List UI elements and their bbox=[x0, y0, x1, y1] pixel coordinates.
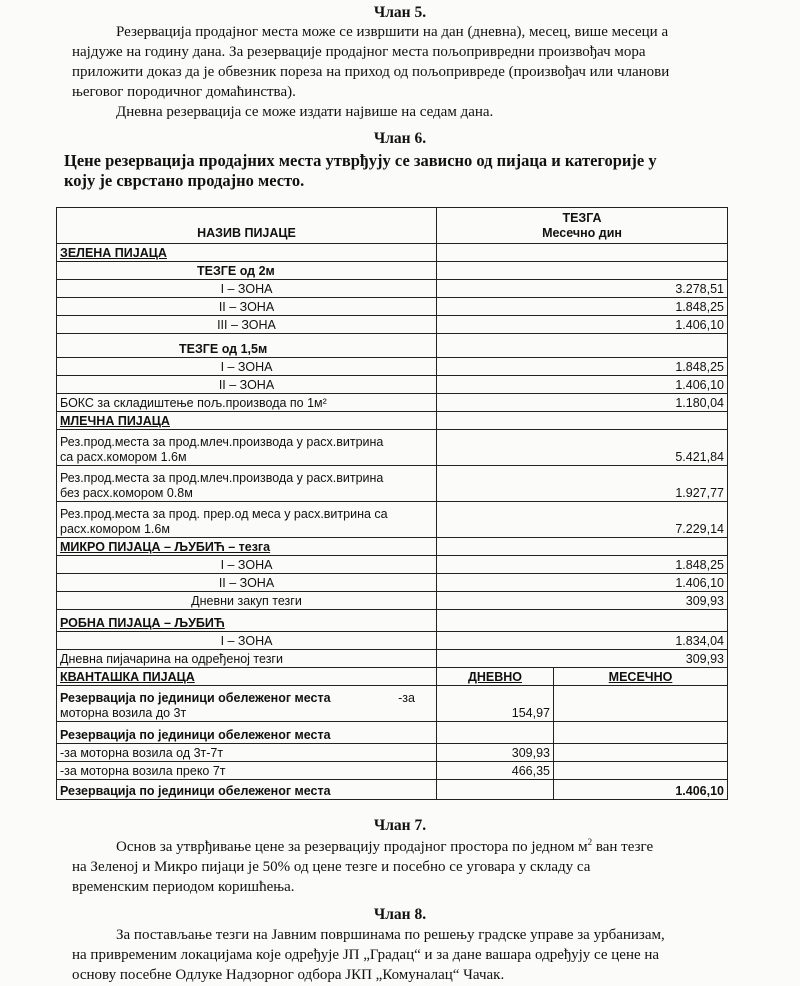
row-value: 1.848,25 bbox=[437, 358, 728, 376]
table-row bbox=[57, 316, 728, 334]
table-row bbox=[57, 280, 728, 298]
table-row bbox=[57, 298, 728, 316]
row-value-dnevno: 309,93 bbox=[437, 744, 554, 762]
clan5-line-5: Дневна резервација се може издати највише на седам дана. bbox=[116, 104, 494, 120]
row-label: I – ЗОНА bbox=[57, 632, 437, 650]
table-row bbox=[57, 538, 728, 556]
header-tezga bbox=[437, 208, 728, 244]
row-label: I – ЗОНА bbox=[57, 556, 437, 574]
subsection-tezge-2m: ТЕЗГЕ од 2м bbox=[57, 262, 437, 280]
row-value: 1.848,25 bbox=[437, 298, 728, 316]
row-label-line: Резервација по јединици обележеног места bbox=[60, 691, 331, 705]
table-row bbox=[57, 466, 728, 502]
row-label-line: моторна возила до 3т bbox=[60, 706, 187, 720]
section-zelena: ЗЕЛЕНА ПИЈАЦА bbox=[57, 244, 437, 262]
row-label-line: расх.комором 1.6м bbox=[60, 522, 170, 536]
table-row bbox=[57, 762, 728, 780]
row-value: 1.180,04 bbox=[437, 394, 728, 412]
section-mlecna: МЛЕЧНА ПИЈАЦА bbox=[57, 412, 437, 430]
row-value: 1.927,77 bbox=[437, 466, 728, 502]
table-row bbox=[57, 412, 728, 430]
row-value: 1.848,25 bbox=[437, 556, 728, 574]
row-value: 3.278,51 bbox=[437, 280, 728, 298]
section-robna: РОБНА ПИЈАЦА – ЉУБИЋ bbox=[57, 610, 437, 632]
clan6-heading: Члан 6. bbox=[373, 130, 427, 147]
section-kvantaska: КВАНТАШКА ПИЈАЦА bbox=[57, 668, 437, 686]
clan5-line-1: Резервација продајног места може се извршити на дан (дневна), месец, више месеци а bbox=[116, 24, 669, 40]
table-row bbox=[57, 430, 728, 466]
row-label: БОКС за складиштење пољ.производа по 1м² bbox=[57, 394, 437, 412]
table-row bbox=[57, 358, 728, 376]
row-label: -за моторна возила од 3т-7т bbox=[57, 744, 437, 762]
row-label-suffix: -за bbox=[398, 691, 415, 705]
header-mesecno: МЕСЕЧНО bbox=[554, 668, 728, 686]
row-label: II – ЗОНА bbox=[57, 298, 437, 316]
table-row bbox=[57, 650, 728, 668]
table-row bbox=[57, 334, 728, 358]
clan7-line-1b: ван тезге bbox=[592, 839, 654, 855]
row-label: II – ЗОНА bbox=[57, 376, 437, 394]
section-mikro: МИКРО ПИЈАЦА – ЉУБИЋ – тезга bbox=[57, 538, 437, 556]
table-row bbox=[57, 262, 728, 280]
clan8-line-1: За постављање тезги на Јавним површинама по решењу градске управе за урбанизам, bbox=[116, 927, 665, 943]
clan7-paragraph bbox=[72, 832, 732, 897]
table-row bbox=[57, 244, 728, 262]
row-label: II – ЗОНА bbox=[57, 574, 437, 592]
row-value: 309,93 bbox=[437, 650, 728, 668]
row-label: I – ЗОНА bbox=[57, 280, 437, 298]
row-label bbox=[57, 686, 437, 722]
table-row-kvantaska-header bbox=[57, 668, 728, 686]
clan5-heading: Члан 5. bbox=[373, 4, 427, 21]
clan5-line-2: најдуже на годину дана. За резервације продајног места пољопривредни произвођач мора bbox=[72, 44, 646, 60]
row-label: Резервација по јединици обележеног места bbox=[57, 780, 437, 800]
clan7-heading: Члан 7. bbox=[373, 817, 427, 834]
clan6-title-line-2: коју је сврстано продајно место. bbox=[64, 171, 305, 190]
row-label: III – ЗОНА bbox=[57, 316, 437, 334]
row-value-dnevno: 154,97 bbox=[437, 686, 554, 722]
table-row bbox=[57, 394, 728, 412]
clan6-title-line-1: Цене резервација продајних места утврђују се зависно од пијаца и категорије у bbox=[64, 151, 657, 170]
clan8-paragraph bbox=[72, 925, 732, 985]
row-value: 7.229,14 bbox=[437, 502, 728, 538]
table-row bbox=[57, 610, 728, 632]
row-label-line: Рез.прод.места за прод. прер.од меса у расх.витрина са bbox=[60, 507, 388, 521]
row-value: 1.406,10 bbox=[437, 376, 728, 394]
clan7-line-1a: Основ за утврђивање цене за резервацију продајног простора по једном м bbox=[116, 839, 588, 855]
row-value: 1.406,10 bbox=[437, 574, 728, 592]
row-value-mesecno: 1.406,10 bbox=[554, 780, 728, 800]
clan5-line-4: његовог породичног домаћинства). bbox=[72, 84, 296, 100]
table-row bbox=[57, 632, 728, 650]
row-value-dnevno: 466,35 bbox=[437, 762, 554, 780]
row-label-line: без расх.комором 0.8м bbox=[60, 486, 193, 500]
table-row bbox=[57, 722, 728, 744]
clan7-superscript: 2 bbox=[587, 837, 593, 847]
row-label: I – ЗОНА bbox=[57, 358, 437, 376]
table-row bbox=[57, 780, 728, 800]
header-tezga-label: ТЕЗГА bbox=[562, 210, 602, 225]
row-label bbox=[57, 502, 437, 538]
table-row bbox=[57, 556, 728, 574]
row-value: 309,93 bbox=[437, 592, 728, 610]
row-value: 1.834,04 bbox=[437, 632, 728, 650]
row-label bbox=[57, 430, 437, 466]
row-value: 5.421,84 bbox=[437, 430, 728, 466]
table-row bbox=[57, 376, 728, 394]
row-label: -за моторна возила преко 7т bbox=[57, 762, 437, 780]
table-row bbox=[57, 686, 728, 722]
header-market-name: НАЗИВ ПИЈАЦЕ bbox=[57, 208, 437, 244]
row-label-line: са расх.комором 1.6м bbox=[60, 450, 187, 464]
clan8-line-3: основу посебне Одлуке Надзорног одбора ЈКП „Комуналац“ Чачак. bbox=[72, 967, 505, 983]
clan7-line-2: на Зеленој и Микро пијаци је 50% од цене тезге и посебно се уговара у складу са bbox=[72, 859, 591, 875]
clan5-paragraph bbox=[72, 22, 730, 122]
row-label: Дневни закуп тезги bbox=[57, 592, 437, 610]
row-label bbox=[57, 466, 437, 502]
table-row bbox=[57, 744, 728, 762]
header-monthly-din: Месечно дин bbox=[542, 225, 622, 240]
row-label: Дневна пијачарина на одређеној тезги bbox=[57, 650, 437, 668]
table-row bbox=[57, 502, 728, 538]
price-table bbox=[56, 207, 728, 800]
table-row bbox=[57, 574, 728, 592]
clan7-line-3: временским периодом коришћења. bbox=[72, 879, 295, 895]
table-row bbox=[57, 592, 728, 610]
clan8-heading: Члан 8. bbox=[373, 906, 427, 923]
clan5-line-3: приложити доказ да је обвезник пореза на приход од пољопривреде (произвођач или чланови bbox=[72, 64, 670, 80]
table-header-row bbox=[57, 208, 728, 244]
subsection-tezge-1-5m: ТЕЗГЕ од 1,5м bbox=[57, 334, 437, 358]
row-label-line: Рез.прод.места за прод.млеч.производа у расх.витрина bbox=[60, 471, 384, 485]
header-dnevno: ДНЕВНО bbox=[437, 668, 554, 686]
clan8-line-2: на привременим локацијама које одређује ЈП „Градац“ и за дане вашара одређују се цене на bbox=[72, 947, 660, 963]
row-label-line: Рез.прод.места за прод.млеч.производа у расх.витрина bbox=[60, 435, 384, 449]
row-label: Резервација по јединици обележеног места bbox=[57, 722, 437, 744]
row-value: 1.406,10 bbox=[437, 316, 728, 334]
clan6-title bbox=[64, 151, 734, 191]
